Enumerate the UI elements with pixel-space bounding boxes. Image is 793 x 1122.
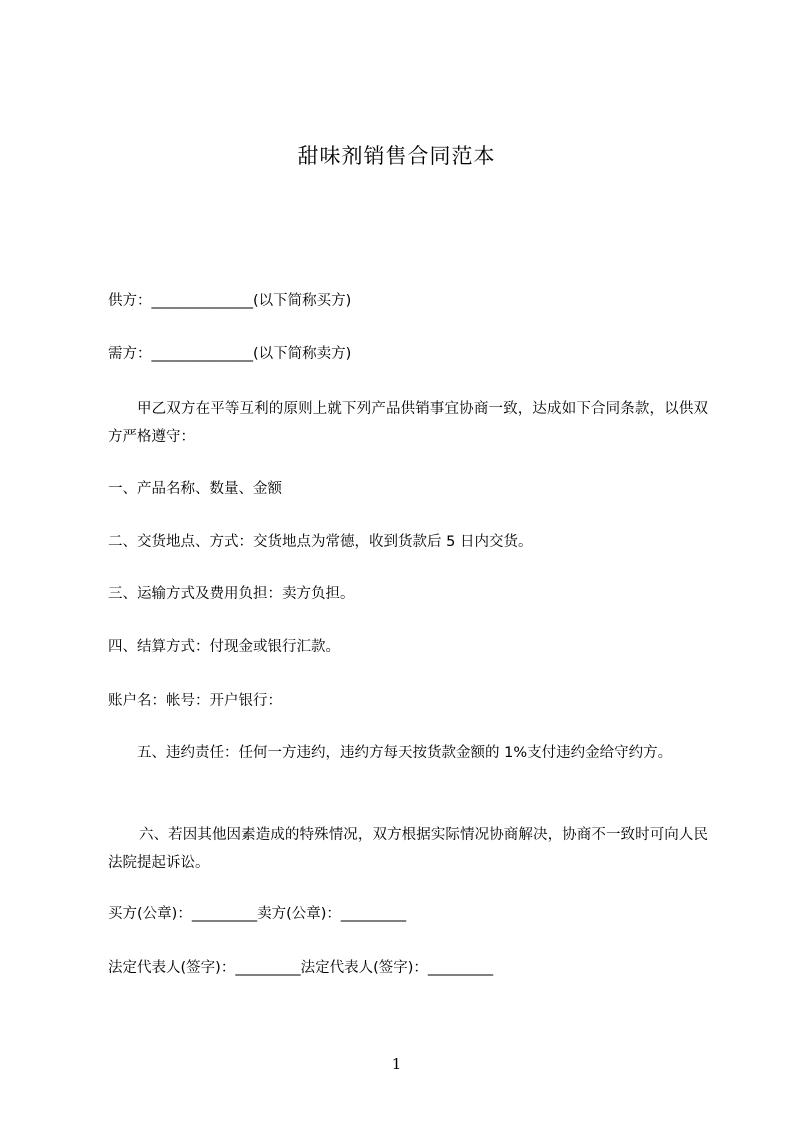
seal-line: 买方(公章)：_________卖方(公章)：_________ — [108, 906, 407, 922]
supplier-line: 供方：______________(以下简称买方) — [108, 293, 352, 309]
account-line: 账户名：帐号：开户银行： — [108, 693, 282, 709]
representative-line: 法定代表人(签字)：_________法定代表人(签字)：_________ — [108, 960, 494, 976]
clause-3: 三、运输方式及费用负担：卖方负担。 — [108, 586, 355, 602]
document-title: 甜味剂销售合同范本 — [297, 144, 496, 168]
intro-paragraph: 甲乙双方在平等互利的原则上就下列产品供销事宜协商一致，达成如下合同条款，以供双方严格遵守： — [108, 401, 708, 445]
clause-4: 四、结算方式：付现金或银行汇款。 — [108, 639, 340, 655]
page-number: 1 — [391, 1055, 402, 1073]
clause-5: 五、违约责任：任何一方违约，违约方每天按货款金额的 1%支付违约金给守约方。 — [137, 745, 673, 761]
clause-2: 二、交货地点、方式：交货地点为常德，收到货款后 5 日内交货。 — [108, 534, 533, 550]
clause-1: 一、产品名称、数量、金额 — [108, 481, 282, 497]
buyer-line: 需方：______________(以下简称卖方) — [108, 346, 352, 362]
clause-6: 六、若因其他因素造成的特殊情况，双方根据实际情况协商解决，协商不一致时可向人民法院提起诉讼。 — [108, 827, 708, 871]
